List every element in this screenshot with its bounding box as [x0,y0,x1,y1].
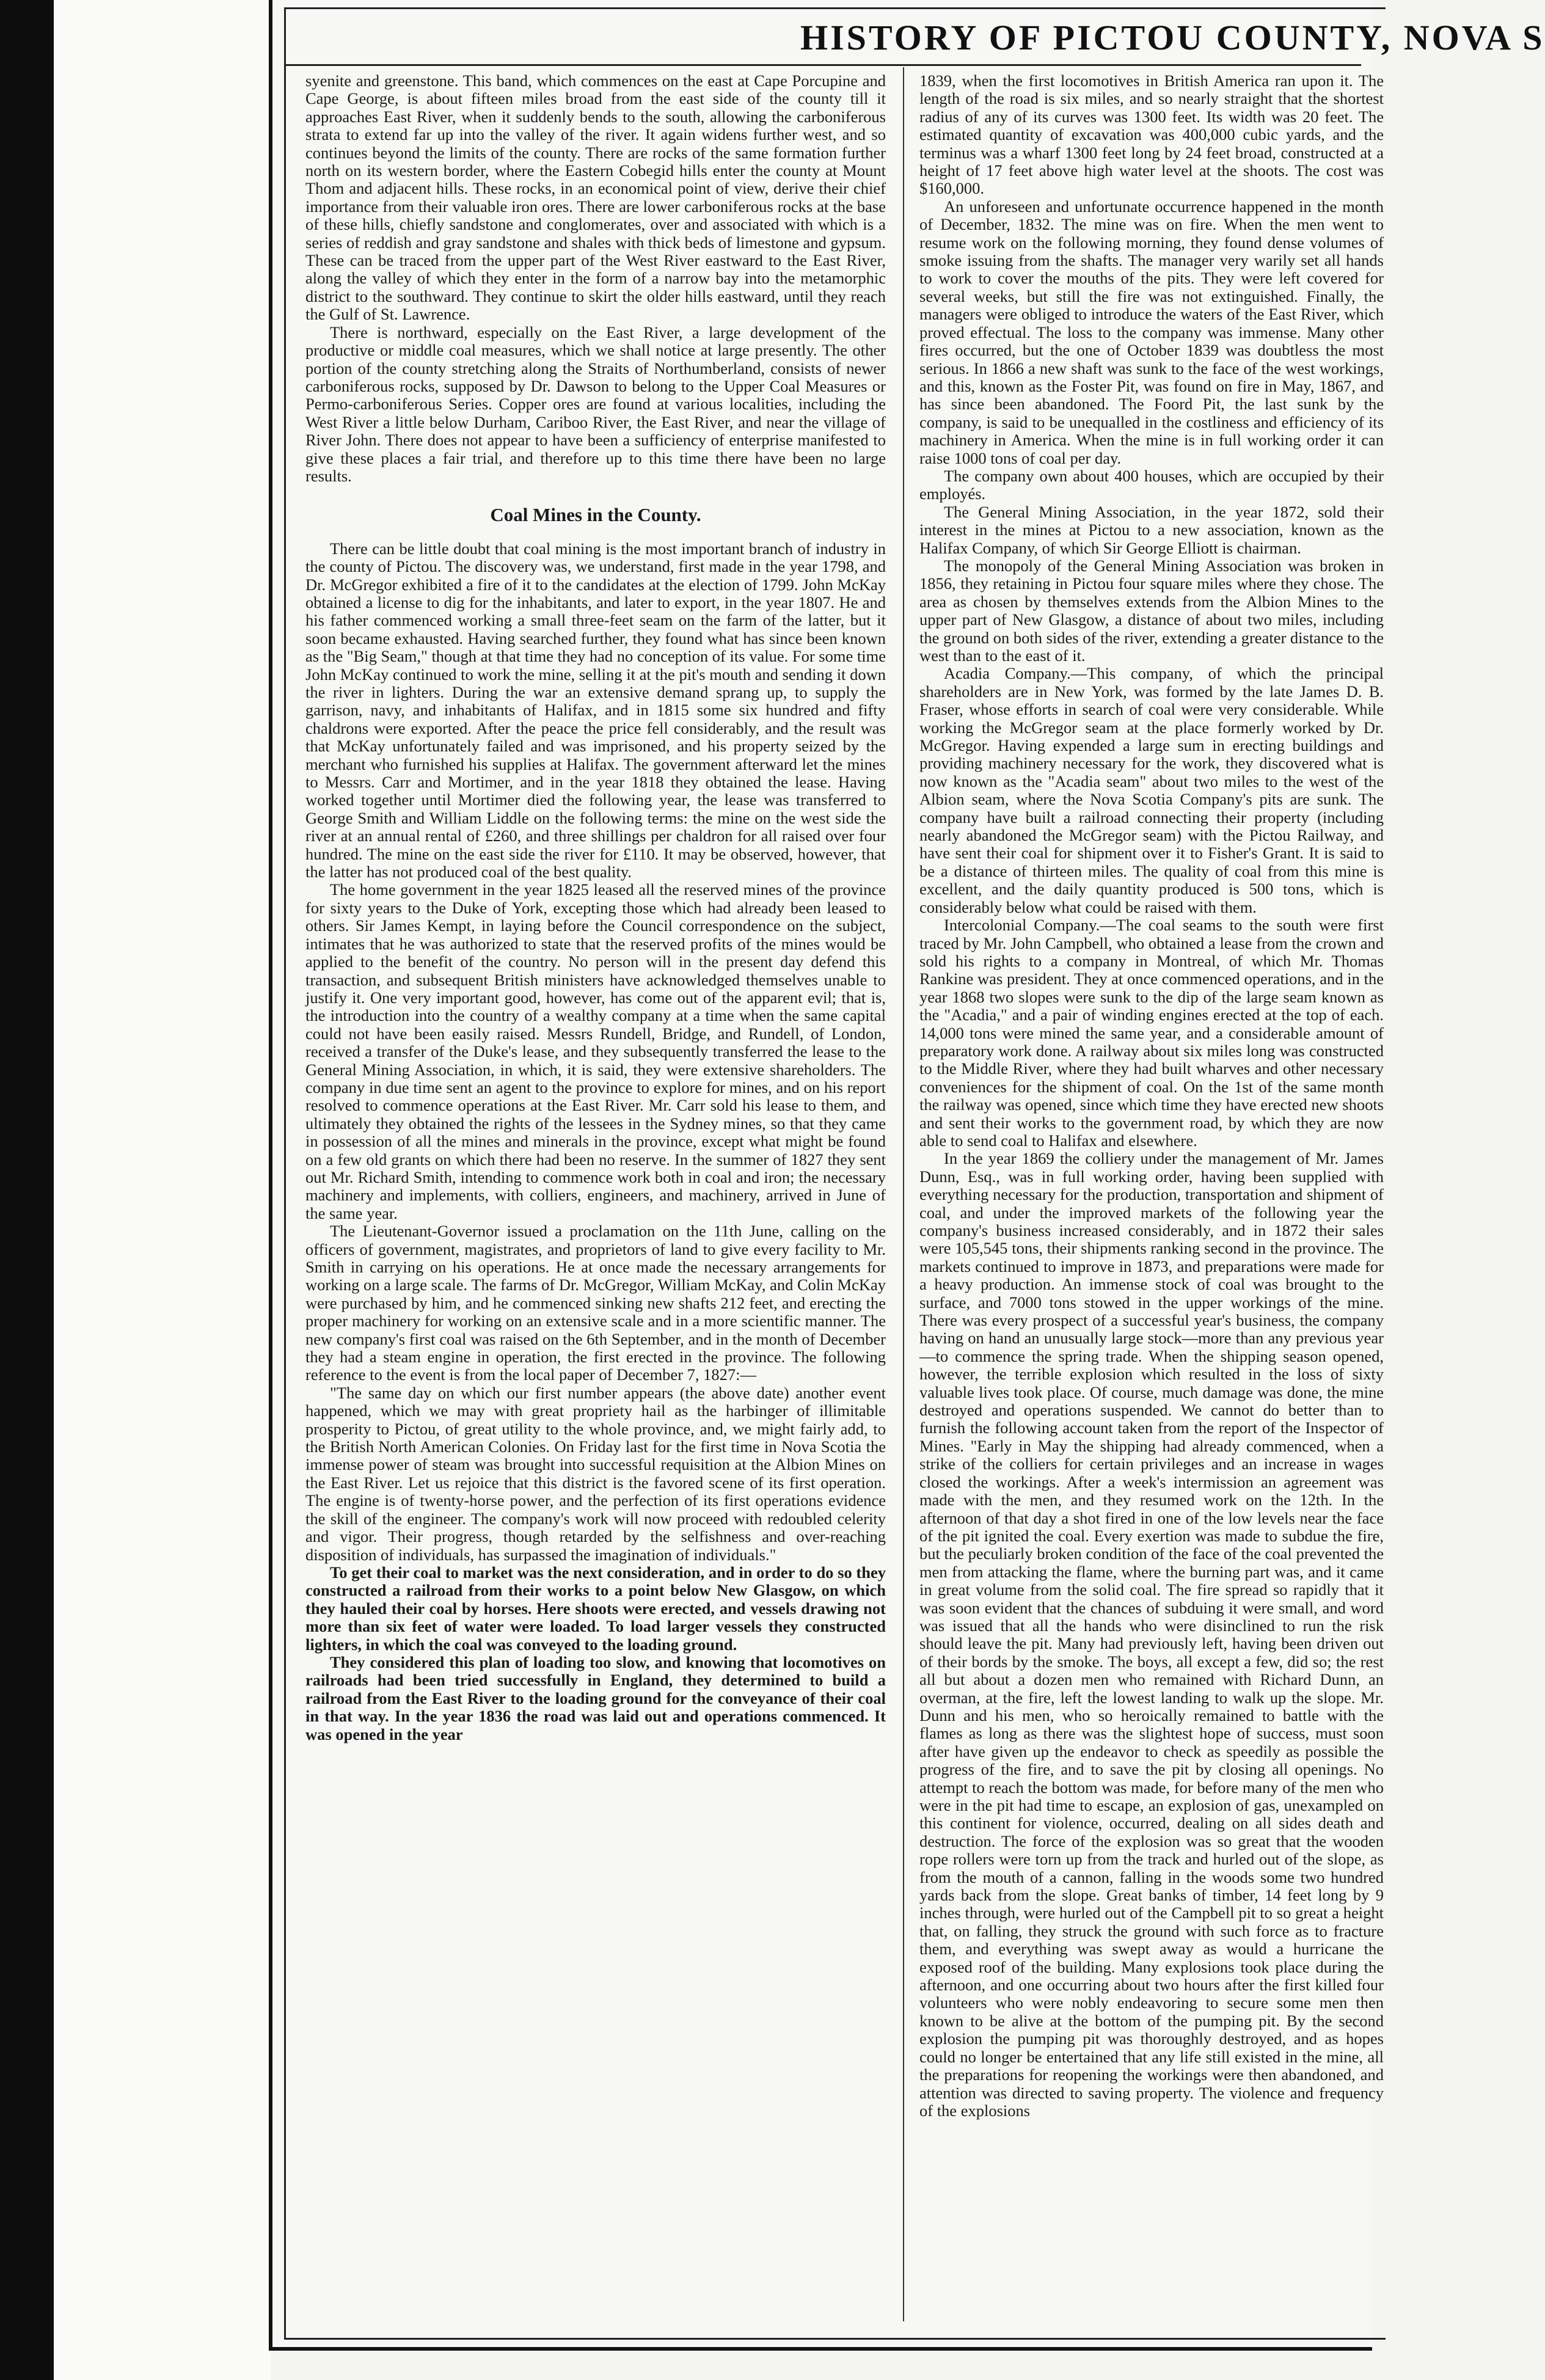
paragraph: There can be little doubt that coal mining is the most important branch of industry in the county of Pictou. The discovery was, we understand, first made in the year 1798, and Dr. McGregor exhibited a fire of it to the candidates at the election of 1799. John McKay obtained a license to dig for the inhabitants, and later to export, in the year 1807. He and his father commenced working a small three-feet seam on the farm of the latter, but it soon became exhausted. Having searched further, they found what has since been known as the "Big Seam," though at that time they had no conception of its value. For some time John McKay continued to work the mine, selling it at the pit's mouth and sending it down the river in lighters. During the war an extensive demand sprang up, to supply the garrison, navy, and inhabitants of Halifax, and in 1815 some six hundred and fifty chaldrons were exported. After the peace the price fell considerably, and the result was that McKay unfortunately failed and was imprisoned, and his property seized by the merchant who furnished his supplies at Halifax. The government afterward let the mines to Messrs. Carr and Mortimer, and in the year 1818 they obtained the lease. Having worked together until Mortimer died the following year, the lease was transferred to George Smith and William Liddle on the following terms: the mine on the west side the river at an annual rental of £260, and three shillings per chaldron for all raised over four hundred. The mine on the east side the river for £110. It may be observed, however, that the latter has not produced coal of the best quality. [305,539,886,882]
column-divider [903,67,904,2321]
right-column [919,72,1384,2320]
paragraph: The home government in the year 1825 leased all the reserved mines of the province for sixty years to the Duke of York, excepting those which had already been leased to others. Sir James Kempt, in laying before the Council correspondence on the subject, intimates that he was authorized to state that the reserved profits of the mines would be applied to the benefit of the country. No person will in the present day defend this transaction, and subsequent British ministers have acknowledged themselves unable to justify it. One very important good, however, has come out of the apparent evil; that is, the introduction into the country of a wealthy company at a time when the same capital could not have been easily raised. Messrs Rundell, Bridge, and Rundell, of London, received a transfer of the Duke's lease, and they subsequently transferred the lease to the General Mining Association, in which, it is said, they were extensive shareholders. The company in due time sent an agent to the province to explore for mines, and on his report resolved to commence operations at the East River. Mr. Carr sold his lease to them, and ultimately they obtained the rights of the lessees in the Sydney mines, so that they came in possession of all the mines and minerals in the province, except what might be found on a few old grants on which there had been no reserve. In the summer of 1827 they sent out Mr. Richard Smith, intending to commence work both in coal and iron; the necessary machinery and implements, with colliers, engineers, and machinery, arrived in June of the same year. [305,880,886,1222]
paragraph: The General Mining Association, in the year 1872, sold their interest in the mines at Pictou to a new association, known as the Halifax Company, of which Sir George Elliott is chairman. [919,502,1384,557]
scan-blank-margin [54,0,271,2380]
paragraph: Acadia Company.—This company, of which the principal shareholders are in New York, was formed by the late James D. B. Fraser, whose efforts in search of coal were very considerable. While working the McGregor seam at the place formerly worked by Dr. McGregor. Having expended a large sum in erecting buildings and providing machinery necessary for the work, they discovered what is now known as the "Acadia seam" about two miles to the west of the Albion seam, where the Nova Scotia Company's pits are sunk. The company have built a railroad connecting their property (including nearly abandoned the McGregor seam) with the Pictou Railway, and have sent their coal for shipment over it to Fisher's Grant. It is said to be a distance of thirteen miles. The quality of coal from this mine is excellent, and the daily quantity produced is 500 tons, which is considerably below what could be raised with them. [919,664,1384,916]
paragraph: Intercolonial Company.—The coal seams to the south were first traced by Mr. John Campbell, who obtained a lease from the crown and sold his rights to a company in Montreal, of which Mr. Thomas Rankine was president. They at once commenced operations, and in the year 1868 two slopes were sunk to the dip of the large seam known as the "Acadia," and a pair of winding engines erected at the top of each. 14,000 tons were mined the same year, and a considerable amount of preparatory work done. A railway about six miles long was constructed to the Middle River, where they had built wharves and other necessary conveniences for the shipment of coal. On the 1st of the same month the railway was opened, since which time they have erected new shoots and sent their works to the government road, by which they are now able to send coal to Halifax and elsewhere. [919,916,1384,1150]
paragraph: The monopoly of the General Mining Association was broken in 1856, they retaining in Pictou four square miles where they chose. The area as chosen by themselves extends from the Albion Mines to the upper part of New Glasgow, a distance of about two miles, including the ground on both sides of the river, extending a greater distance to the west than to the east of it. [919,556,1384,665]
paragraph: 1839, when the first locomotives in British America ran upon it. The length of the road is six miles, and so nearly straight that the shortest radius of any of its curves was 1300 feet. Its width was 20 feet. The estimated quantity of excavation was 400,000 cubic yards, and the terminus was a wharf 1300 feet long by 24 feet broad, constructed at a height of 17 feet above high water level at the shoots. The cost was $160,000. [919,71,1384,198]
left-column [305,72,886,2320]
header-rule [286,64,1361,66]
paragraph: They considered this plan of loading too slow, and knowing that locomotives on railroads had been tried successfully in England, they determined to build a railroad from the East River to the loading ground for the conveyance of their coal in that way. In the year 1836 the road was laid out and operations commenced. It was opened in the year [305,1652,886,1743]
paragraph: An unforeseen and unfortunate occurrence happened in the month of December, 1832. The mine was on fire. When the men went to resume work on the following morning, they found dense volumes of smoke issuing from the shafts. The manager very warily set all hands to work to cover the mouths of the pits. They were left covered for several weeks, but still the fire was not extinguished. Finally, the managers were obliged to introduce the waters of the East River, which proved effectual. The loss to the company was immense. Many other fires occurred, but the one of October 1839 was doubtless the most serious. In 1866 a new shaft was sunk to the face of the west workings, and this, known as the Foster Pit, was found on fire in May, 1867, and has since been abandoned. The Foord Pit, the last sunk by the company, is said to be unequalled in the costliness and efficiency of its machinery in America. When the mine is in full working order it can raise 1000 tons of coal per day. [919,197,1384,467]
paragraph: The Lieutenant-Governor issued a proclamation on the 11th June, calling on the officers of government, magistrates, and proprietors of land to give every facility to Mr. Smith in carrying on his operations. He at once made the necessary arrangements for working on a large scale. The farms of Dr. McGregor, William McKay, and Colin McKay were purchased by him, and he commenced sinking new shafts 212 feet, and erecting the proper machinery for working on an extensive scale and in a more scientific manner. The new company's first coal was raised on the 6th September, and in the month of December they had a steam engine in operation, the first erected in the province. The following reference to the event is from the local paper of December 7, 1827:— [305,1222,886,1384]
paragraph: The company own about 400 houses, which are occupied by their employés. [919,466,1384,503]
quoted-paragraph: "The same day on which our first number appears (the above date) another event happened, which we may with great propriety hail as the harbinger of illimitable prosperity to Pictou, of great utility to the whole province, and, we might fairly add, to the British North American Colonies. On Friday last for the first time in Nova Scotia the immense power of steam was brought into successful requisition at the Albion Mines on the East River. Let us rejoice that this district is the favored scene of its first operation. The engine is of twenty-horse power, and the perfection of its first operations evidence the skill of the engineer. The company's work will now proceed with redoubled celerity and vigor. Their progress, though retarded by the selfishness and over-reaching disposition of individuals, has surpassed the imagination of individuals." [305,1383,886,1564]
paragraph: syenite and greenstone. This band, which commences on the east at Cape Porcupine and Cape George, is about fifteen miles broad from the east side of the county till it approaches East River, when it suddenly bends to the south, allowing the carboniferous strata to extend far up into the valley of the river. It again widens further west, and so continues beyond the limits of the county. There are rocks of the same formation further north on its western border, where the Eastern Cobegid hills enter the county at Mount Thom and adjacent hills. These rocks, in an economical point of view, derive their chief importance from their valuable iron ores. There are lower carboniferous rocks at the base of these hills, chiefly sandstone and conglomerates, over and associated with which is a series of reddish and gray sandstone and shales with thick beds of limestone and gypsum. These can be traced from the upper part of the West River eastward to the East River, along the valley of which they enter in the form of a narrow bay into the metamorphic district to the southward. They continue to skirt the older hills eastward, until they reach the Gulf of St. Lawrence. [305,71,886,324]
section-heading: Coal Mines in the County. [490,504,701,526]
paragraph: To get their coal to market was the next consideration, and in order to do so they constructed a railroad from their works to a point below New Glasgow, on which they hauled their coal by horses. Here shoots were erected, and vessels drawing not more than six feet of water were loaded. To load larger vessels they constructed lighters, in which the coal was conveyed to the loading ground. [305,1563,886,1654]
scan-dark-gutter [0,0,54,2380]
paragraph: In the year 1869 the colliery under the management of Mr. James Dunn, Esq., was in full working order, having been supplied with everything necessary for the production, transportation and shipment of coal, and under the improved markets of the following year the company's business increased considerably, and in 1872 their sales were 105,545 tons, their shipments ranking second in the province. The markets continued to improve in 1873, and preparations were made for a heavy production. An immense stock of coal was brought to the surface, and 7000 tons stowed in the upper workings of the mine. There was every prospect of a successful year's business, the company having on hand an unusually large stock—more than any previous year—to commence the spring trade. When the shipping season opened, however, the terrible explosion which resulted in the loss of sixty valuable lives took place. Of course, much damage was done, the mine destroyed and operations suspended. We cannot do better than to furnish the following account taken from the report of the Inspector of Mines. "Early in May the shipping had already commenced, when a strike of the colliers for certain privileges and an increase in wages closed the workings. After a week's intermission an agreement was made with the men, and they resumed work on the 12th. In the afternoon of that day a shot fired in one of the low levels near the face of the pit ignited the coal. Every exertion was made to subdue the fire, but the peculiarly broken condition of the face of the coal prevented the men from attacking the flame, where the burning part was, and it came in great volume from the solid coal. The fire spread so rapidly that it was soon evident that the chances of subduing it were small, and word was issued that all the hands who were disinclined to run the risk should leave the pit. Many had previously left, having been driven out of their bords by the smoke. The boys, all except a few, did so; the rest all but about a dozen men who remained with Richard Dunn, an overman, at the fire, left the lowest landing to walk up the slope. Mr. Dunn and his men, who so heroically remained to battle with the flames as long as there was the slightest hope of success, must soon after have given up the endeavor to check as speedily as possible the progress of the fire, and to save the pit by closing all openings. No attempt to reach the bottom was made, for before many of the men who were in the pit had time to escape, an explosion of gas, unexampled on this continent for violence, occurred, dealing on all sides death and destruction. The force of the explosion was so great that the wooden rope rollers were torn up from the track and hurled out of the slope, as from the mouth of a cannon, falling in the woods some two hundred yards back from the slope. Great banks of timber, 14 feet long by 9 inches through, were hurled out of the Campbell pit to so great a height that, on falling, they struck the ground with such force as to fracture them, and everything was swept away as would a hurricane the exposed roof of the building. Many explosions took place during the afternoon, and one occurring about two hours after the first killed four volunteers who were nobly endeavoring to secure some men then known to be alive at the bottom of the pumping pit. By the second explosion the pumping pit was thoroughly destroyed, and as hopes could no longer be entertained that any life still existed in the mine, all the preparations for reopening the workings were then abandoned, and attention was directed to saving property. The violence and frequency of the explosions [919,1149,1384,2120]
running-head: HISTORY OF PICTOU COUNTY, NOVA S [800,18,1545,57]
paragraph: There is northward, especially on the East River, a large development of the productive or middle coal measures, which we shall notice at large presently. The other portion of the county stretching along the Straits of Northumberland, consists of newer carboniferous rocks, supposed by Dr. Dawson to belong to the Upper Coal Measures or Permo-carboniferous Series. Copper ores are found at various localities, including the West River a little below Durham, Cariboo River, the East River, and near the village of River John. There does not appear to have been a sufficiency of enterprise manifested to give these places a fair trial, and therefore up to this time there have been no large results. [305,323,886,485]
